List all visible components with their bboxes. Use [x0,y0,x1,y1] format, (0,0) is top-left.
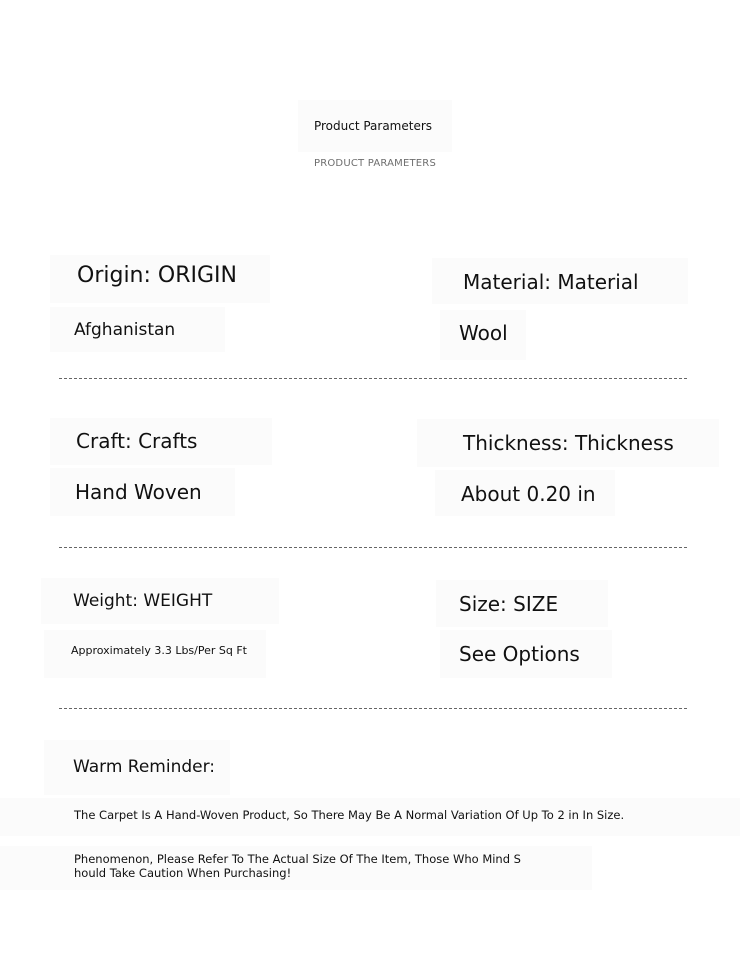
weight-label: Weight: WEIGHT [41,578,279,624]
page-subtitle: PRODUCT PARAMETERS [313,158,437,169]
size-value: See Options [440,630,612,678]
thickness-value: About 0.20 in [435,470,615,516]
size-label: Size: SIZE [436,580,608,627]
section-divider [59,378,687,379]
material-label: Material: Material [432,258,688,304]
weight-value: Approximately 3.3 Lbs/Per Sq Ft [44,630,266,678]
craft-label: Craft: Crafts [50,418,272,465]
reminder-text-line2a: Phenomenon, Please Refer To The Actual Size Of The Item, Those Who Mind S [74,852,521,866]
reminder-text-line1: The Carpet Is A Hand-Woven Product, So There May Be A Normal Variation Of Up To 2 in In Size. [0,798,740,836]
reminder-text-line2 [0,846,592,890]
origin-label: Origin: ORIGIN [50,255,270,303]
section-divider [59,708,687,709]
page-title: Product Parameters [298,100,452,152]
craft-value: Hand Woven [50,468,235,516]
origin-value: Afghanistan [50,307,225,352]
section-divider [59,547,687,548]
reminder-text-line2b: hould Take Caution When Purchasing! [74,866,292,880]
material-value: Wool [440,310,526,360]
thickness-label: Thickness: Thickness [417,419,719,467]
reminder-heading: Warm Reminder: [44,740,230,795]
